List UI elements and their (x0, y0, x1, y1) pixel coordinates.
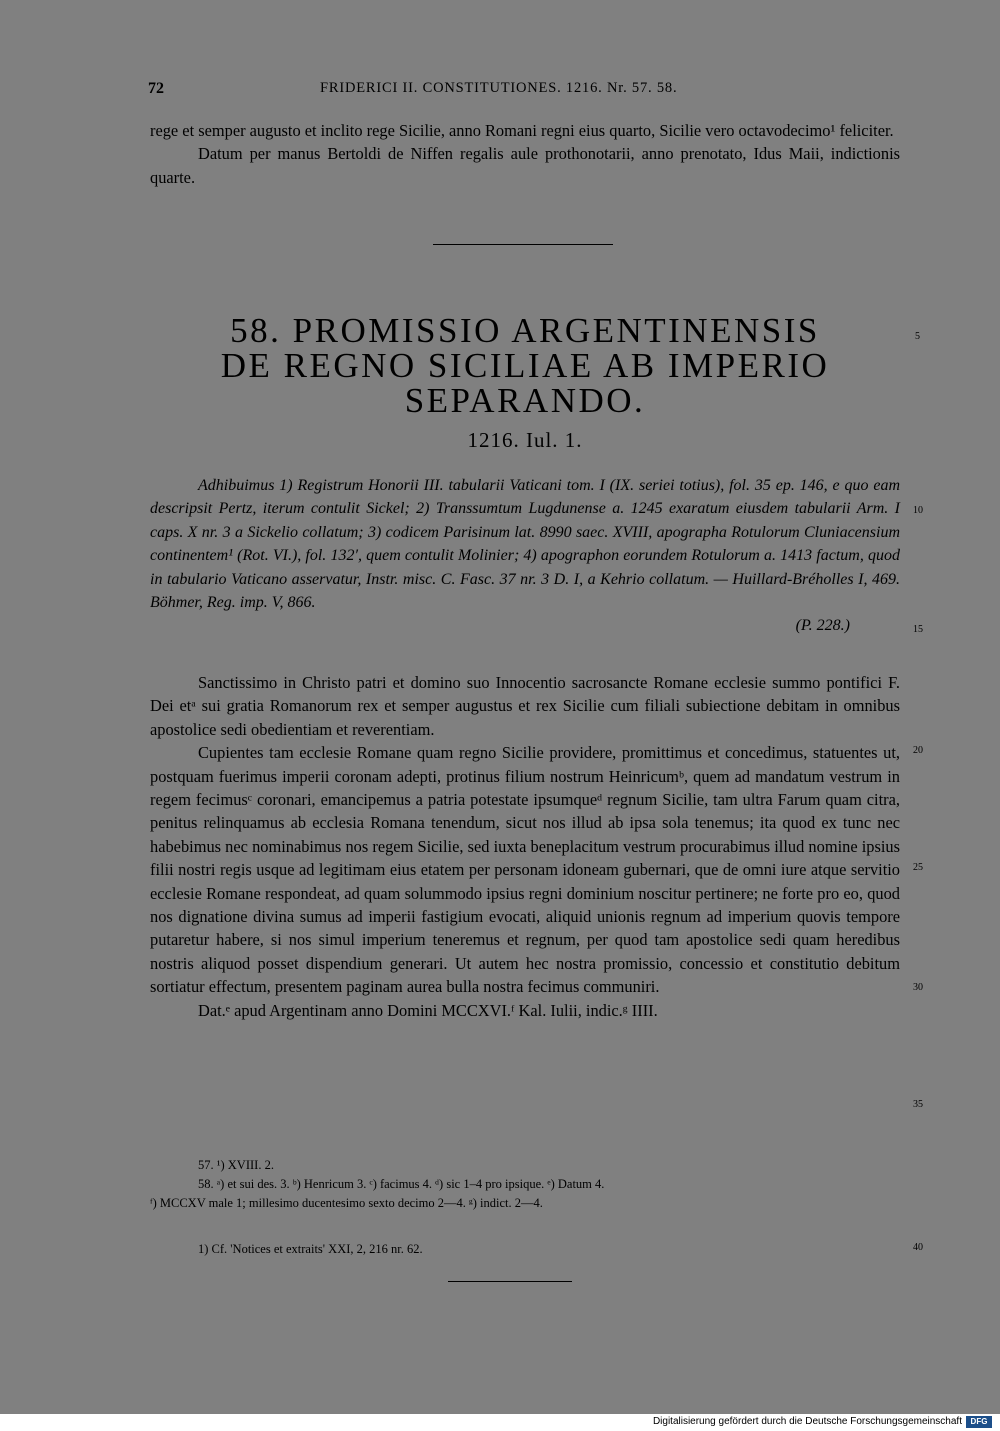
running-header (148, 80, 898, 100)
line-number: 30 (913, 982, 923, 993)
line-number: 25 (913, 862, 923, 873)
line-number: 5 (915, 331, 920, 342)
apparatus-line-3: ᶠ) MCCXV male 1; millesimo ducentesimo sexto decimo 2—4. ᵍ) indict. 2—4. (150, 1196, 543, 1210)
funding-notice: Digitalisierung gefördert durch die Deutsche Forschungsgemeinschaft (652, 1416, 962, 1427)
doc58-salutation: Sanctissimo in Christo patri et domino suo Innocentio sacrosancte Romane ecclesie summo pontifici F. Dei etᵃ sui gratia Romanorum rex et semper augustus et rex Sicilie cum filiali subiectione debitam in omnibus apostolice sedi obedientiam et reverentiam. (150, 673, 900, 739)
line-number: 20 (913, 745, 923, 756)
doc57-datum: Datum per manus Bertoldi de Niffen regalis aule prothonotarii, anno prenotato, Idus Maii, indictionis quarte. (150, 144, 900, 187)
footnote (198, 1240, 898, 1259)
line-number: 10 (913, 505, 923, 516)
doc57-conclusion (150, 119, 900, 189)
footnote-text: 1) Cf. 'Notices et extraits' XXI, 2, 216 nr. 62. (198, 1242, 423, 1256)
apparatus-line-2: 58. ᵃ) et sui des. 3. ᵇ) Henricum 3. ᶜ) facimus 4. ᵈ) sic 1–4 pro ipsique. ᵉ) Datum 4. (198, 1177, 605, 1191)
doc58-date: 1216. Iul. 1. (467, 428, 583, 452)
doc58-text (150, 671, 900, 1022)
intro-text: Adhibuimus 1) Registrum Honorii III. tabularii Vaticani tom. I (IX. seriei totius), fol. 35 ep. 146, e quo eam descripsit Pertz, iterum contulit Sickel; 2) Transsumtum Lugdunense a. 1245 exaratum eiusdem tabularii Arm. I caps. X nr. 3 a Sickelio collatum; 3) codicem Parisinum lat. 8990 saec. XVIII, apographa Rotulorum Cluniacensium continentem¹ (Rot. VI.), fol. 132′, quem contulit Molinier; 4) apographon eorundem Rotulorum a. 1413 factum, quod in tabulario Vaticano asservatur, Instr. misc. C. Fasc. 37 nr. 3 D. I, a Kehrio collatum. — Huillard-Bréholles I, 469. Böhmer, Reg. imp. V, 866. (150, 477, 900, 612)
apparatus-line-1: 57. ¹) XVIII. 2. (198, 1158, 274, 1172)
doc58-title-line-1: 58. PROMISSIO ARGENTINENSIS (230, 311, 820, 350)
line-number: 40 (913, 1242, 923, 1253)
doc58-title-line-3: SEPARANDO. (404, 381, 646, 420)
digitization-footer (0, 1414, 1000, 1431)
doc58-promise: Cupientes tam ecclesie Romane quam regno Sicilie providere, promittimus et concedimus, statuentes ut, postquam fuerimus imperii coronam adepti, protinus filium nostrum Heinricumᵇ, quem ad mandatum vestrum in regem fecimusᶜ coronari, emancipemus a patria potestate ipsumqueᵈ regnum Sicilie, tam ultra Farum quam citra, penitus relinquamus ab ecclesia Romana tenendum, sicut nos illud ab ipsa sola tenemus; ita quod ex tunc nec habebimus nec nominabimus nos regem Sicilie, sed iuxta beneplacitum vestrum procurabimus illud nomine ipsius filii nostri regis usque ad legitimam eius etatem per personam idoneam gubernari, que de omni iure atque servitio ecclesie Romane respondeat, ad quam solummodo ipsius regni dominium noscitur pertinere; ne forte pro eo, quod nos dignatione divina sumus ad imperii fastigium evocati, aliquid unionis regnum ad imperium quovis tempore putaretur habere, si nos simul imperium teneremus et regnum, per quod tam apostolice sedi quam heredibus nostris aliquod posset dispendium generari. Ut autem hec nostra promissio, concessio et constitutio debitum sortiatur effectum, presentem paginam aurea bulla nostra fecimus communiri. (150, 743, 900, 997)
line-number: 35 (913, 1099, 923, 1110)
running-title: FRIDERICI II. CONSTITUTIONES. 1216. Nr. 57. 58. (320, 80, 678, 96)
separator-rule (433, 244, 613, 245)
doc58-title-line-2: DE REGNO SICILIAE AB IMPERIO (220, 346, 830, 385)
doc58-datum: Dat.ᵉ apud Argentinam anno Domini MCCXVI.ᶠ Kal. Iulii, indic.ᵍ IIII. (198, 1000, 658, 1020)
dfg-logo: DFG (966, 1416, 992, 1428)
line-number: 15 (913, 624, 923, 635)
doc57-paragraph-1: rege et semper augusto et inclito rege Sicilie, anno Romani regni eius quarto, Sicilie vero octavodecimo¹ feliciter. (150, 121, 894, 140)
page-number: 72 (148, 80, 164, 97)
bottom-rule (448, 1281, 572, 1282)
doc58-source-intro (150, 474, 900, 638)
critical-apparatus (150, 1156, 900, 1213)
pertz-reference: (P. 228.) (795, 617, 850, 635)
